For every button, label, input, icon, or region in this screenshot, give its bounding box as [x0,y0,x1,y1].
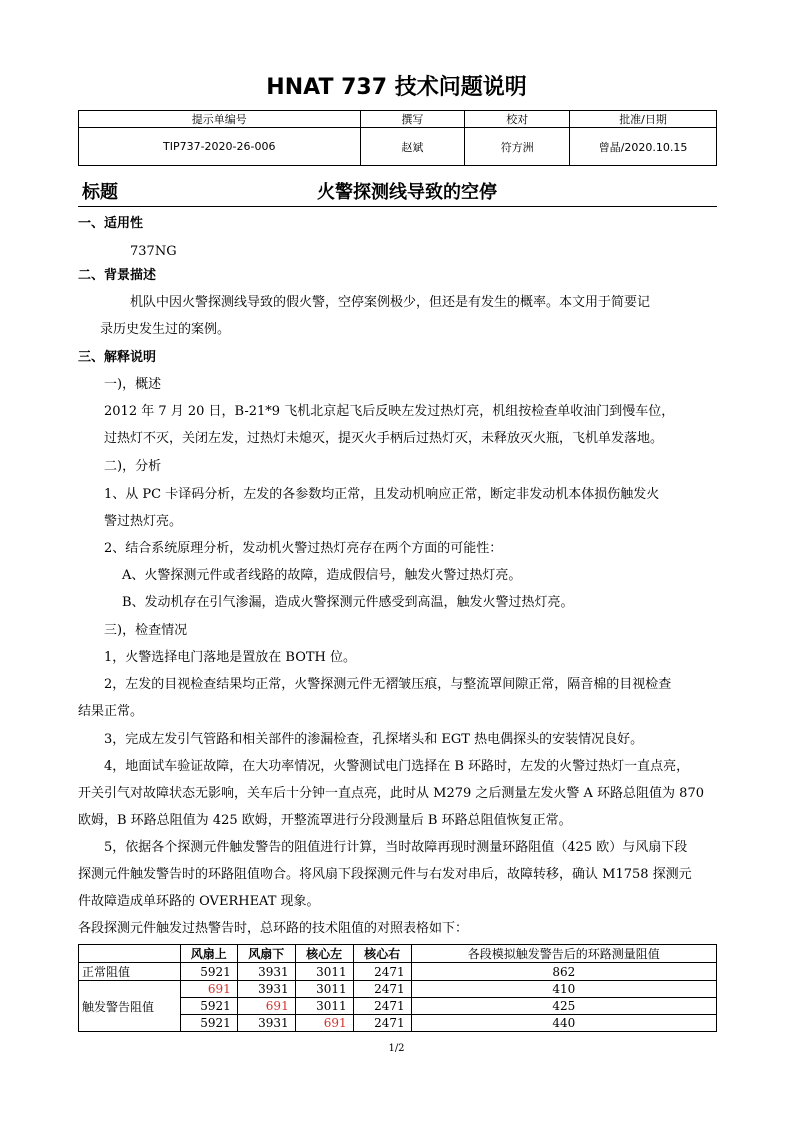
table-cell: 2471 [353,1015,411,1032]
table-cell: 440 [411,1015,716,1032]
table-cell: 3011 [295,998,353,1015]
section-explanation-heading: 三、解释说明 [78,350,157,365]
meta-reviewer: 符方洲 [465,128,570,166]
alarm-row-label: 触发警告阻值 [79,981,181,1032]
analysis-item-2: 2、结合系统原理分析，发动机火警过热灯亮存在两个方面的可能性： [104,541,503,556]
table-header-loop-resistance: 各段模拟触发警告后的环路测量阻值 [411,945,716,963]
inspection-item-4-line-2: 开关引气对故障状态无影响，关车后十分钟一直点亮，此时从 M279 之后测量左发火警 A 环路总阻值为 870 [78,786,704,801]
document-meta-table [78,110,717,166]
analysis-item-1-line-2: 警过热灯亮。 [104,514,183,529]
table-header-core-left: 核心左 [295,945,353,963]
document-title: HNAT 737 技术问题说明 [266,75,527,100]
table-cell: 2471 [353,981,411,998]
analysis-item-2a: A、火警探测元件或者线路的故障，造成假信号，触发火警过热灯亮。 [122,568,522,583]
inspection-item-4-line-3: 欧姆，B 环路总阻值为 425 欧姆，开整流罩进行分段测量后 B 环路总阻值恢复正常。 [78,813,572,828]
inspection-item-4-line-1: 4，地面试车验证故障，在大功率情况，火警测试电门选择在 B 环路时，左发的火警过热灯一直点亮， [104,759,690,774]
table-cell: 862 [411,963,716,981]
page-number: 1/2 [388,1043,405,1054]
normal-row-label: 正常阻值 [79,963,181,981]
table-cell: 2471 [353,998,411,1015]
inspection-item-3: 3，完成左发引气管路和相关部件的渗漏检查，孔探堵头和 EGT 热电偶探头的安装情况良好。 [104,732,644,747]
inspection-item-5-line-2: 探测元件触发警告时的环路阻值吻合。将风扇下段探测元件与右发对串后，故障转移，确认 M1758 探测元 [78,867,692,882]
table-header-core-right: 核心右 [353,945,411,963]
table-cell: 2471 [353,963,411,981]
table-cell: 3011 [295,981,353,998]
meta-tip-number: TIP737-2020-26-006 [79,128,361,166]
table-header-fan-lower: 风扇下 [237,945,295,963]
meta-header-approval-date: 批准/日期 [570,111,717,128]
analysis-item-2b: B、发动机存在引气渗漏，造成火警探测元件感受到高温，触发火警过热灯亮。 [122,595,574,610]
table-cell: 5921 [180,963,237,981]
inspection-item-2-line-1: 2，左发的目视检查结果均正常，火警探测元件无褶皱压痕，与整流罩间隙正常，隔音棉的目视检查 [104,677,672,692]
background-text-line-2: 录历史发生过的案例。 [100,322,231,337]
table-cell: 425 [411,998,716,1015]
table-intro: 各段探测元件触发过热警告时，总环路的技术阻值的对照表格如下： [78,921,469,936]
overview-line-2: 过热灯不灭，关闭左发，过热灯未熄灭，提灭火手柄后过热灯灭，未释放灭火瓶，飞机单发落地。 [104,431,664,446]
table-header-fan-upper: 风扇上 [180,945,237,963]
inspection-item-2-line-2: 结果正常。 [78,704,144,719]
table-cell: 410 [411,981,716,998]
subject-line [82,178,722,208]
table-cell: 5921 [180,1015,237,1032]
table-cell: 5921 [180,998,237,1015]
subject-value: 火警探测线导致的空停 [317,182,497,203]
table-cell-highlighted: 691 [295,1015,353,1032]
background-text-line-1: 机队中因火警探测线导致的假火警，空停案例极少，但还是有发生的概率。本文用于简要记 [130,295,651,310]
overview-heading: 一)，概述 [104,377,162,392]
table-cell: 3931 [237,1015,295,1032]
meta-header-author: 撰写 [360,111,465,128]
analysis-heading: 二)，分析 [104,459,162,474]
inspection-heading: 三)，检查情况 [104,623,188,638]
meta-header-reviewer: 校对 [465,111,570,128]
table-cell-highlighted: 691 [180,981,237,998]
meta-author: 赵斌 [360,128,465,166]
meta-header-tip-number: 提示单编号 [79,111,361,128]
overview-line-1: 2012 年 7 月 20 日，B-21*9 飞机北京起飞后反映左发过热灯亮，机组按检查单收油门到慢车位， [104,404,675,419]
subject-divider [78,206,717,207]
inspection-item-5-line-1: 5，依据各个探测元件触发警告的阻值进行计算，当时故障再现时测量环路阻值（425 欧）与风扇下段 [104,840,688,855]
resistance-table [78,944,717,1032]
table-cell-highlighted: 691 [237,998,295,1015]
meta-approval-date: 曾晶/2020.10.15 [570,128,717,166]
table-cell: 3931 [237,963,295,981]
section-background-heading: 二、背景描述 [78,268,157,283]
inspection-item-5-line-3: 件故障造成单环路的 OVERHEAT 现象。 [78,894,320,909]
inspection-item-1: 1，火警选择电门落地是置放在 BOTH 位。 [104,650,356,665]
table-cell: 3931 [237,981,295,998]
table-cell: 3011 [295,963,353,981]
analysis-item-1-line-1: 1、从 PC 卡译码分析，左发的各参数均正常，且发动机响应正常，断定非发动机本体损伤触发火 [104,487,660,502]
subject-label: 标题 [82,182,118,203]
applicability-text: 737NG [130,244,177,259]
section-applicability-heading: 一、适用性 [78,216,144,231]
